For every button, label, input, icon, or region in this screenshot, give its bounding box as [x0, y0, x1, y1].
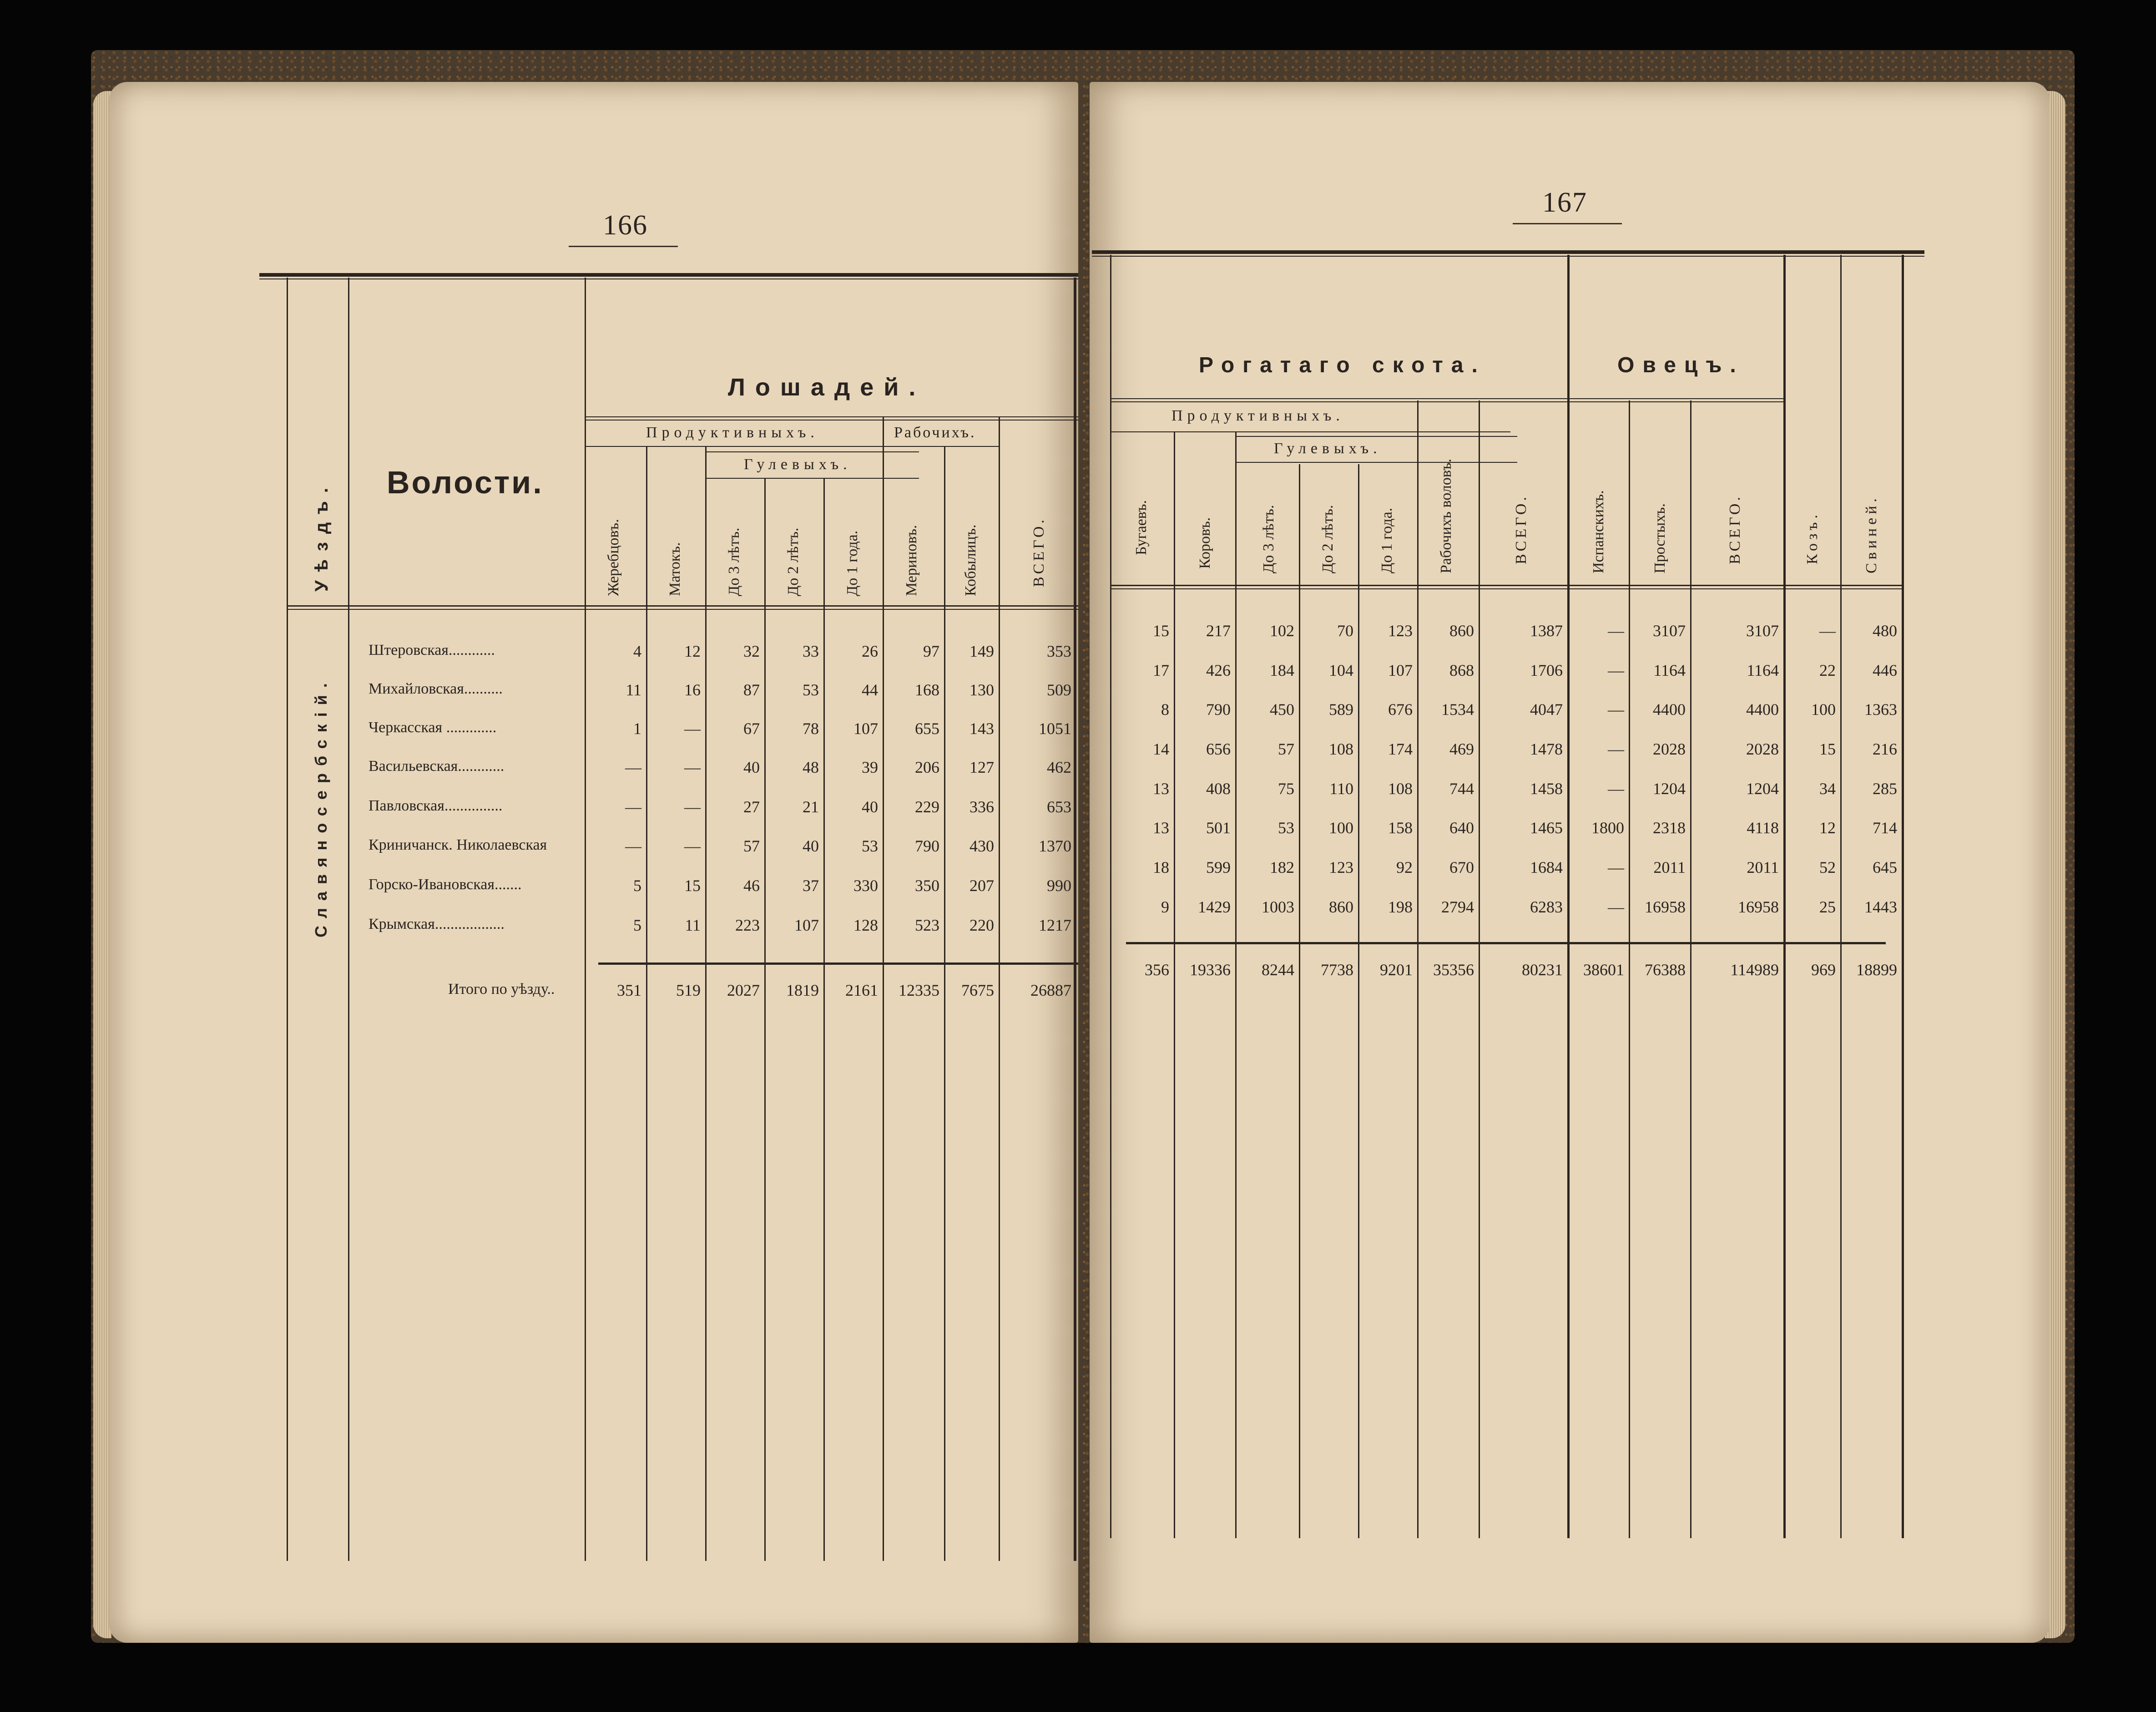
table-cell: 2028 — [1653, 740, 1686, 758]
cattle-header: Рогатаго скота. — [1199, 353, 1486, 377]
table-cell: 1706 — [1530, 661, 1563, 679]
table-cell: 5 — [633, 916, 641, 934]
productive-header: Продуктивныхъ. — [646, 424, 819, 441]
table-cell: 599 — [1206, 858, 1231, 876]
total-cell: 9201 — [1380, 961, 1413, 979]
total-cell: 114989 — [1730, 961, 1779, 979]
table-cell: 33 — [803, 642, 819, 660]
table-cell: — — [1608, 898, 1624, 916]
volost-name: Штеровская............ — [369, 642, 495, 658]
table-cell: 174 — [1388, 740, 1413, 758]
table-cell: — — [1608, 700, 1624, 719]
table-cell: 216 — [1873, 740, 1897, 758]
table-cell: 501 — [1206, 819, 1231, 837]
col-header-sheep-total: ВСЕГО. — [1727, 494, 1743, 564]
table-cell: 430 — [969, 837, 994, 855]
table-cell: 70 — [1337, 622, 1353, 640]
col-header-mares-work: Кобылицъ. — [962, 524, 979, 596]
col-header-pigs: Свиней. — [1863, 495, 1880, 573]
volosti-header: Волости. — [387, 465, 544, 500]
table-cell: 110 — [1329, 780, 1353, 798]
table-cell: 100 — [1811, 700, 1836, 719]
table-cell: 3107 — [1746, 622, 1779, 640]
col-header-to2: До 2 лѣтъ. — [1319, 505, 1336, 573]
table-cell: 1217 — [1039, 916, 1071, 934]
table-cell: 143 — [969, 719, 994, 738]
table-cell: 220 — [969, 916, 994, 934]
table-cell: 27 — [743, 798, 760, 816]
table-cell: 1363 — [1864, 700, 1897, 719]
table-cell: 670 — [1449, 858, 1474, 876]
table-cell: 158 — [1388, 819, 1413, 837]
table-cell: 123 — [1388, 622, 1413, 640]
table-cell: 57 — [1278, 740, 1294, 758]
table-cell: 6283 — [1530, 898, 1563, 916]
table-cell: 3107 — [1653, 622, 1686, 640]
table-cell: 11 — [626, 681, 641, 699]
table-cell: — — [625, 837, 641, 855]
total-cell: 519 — [676, 981, 701, 999]
table-cell: — — [684, 837, 701, 855]
table-cell: 130 — [969, 681, 994, 699]
table-cell: 1684 — [1530, 858, 1563, 876]
total-cell: 2027 — [727, 981, 760, 999]
table-cell: 46 — [743, 876, 760, 895]
table-cell: — — [1819, 622, 1836, 640]
table-cell: 656 — [1206, 740, 1231, 758]
table-cell: 206 — [915, 758, 939, 776]
table-cell: 1429 — [1198, 898, 1231, 916]
table-cell: 1051 — [1039, 719, 1071, 738]
table-cell: 182 — [1270, 858, 1294, 876]
col-header-to1: До 1 года. — [844, 530, 861, 596]
table-cell: 123 — [1329, 858, 1353, 876]
uezd-name: Славяносербскій. — [312, 676, 330, 937]
table-cell: 22 — [1819, 661, 1836, 679]
table-cell: 229 — [915, 798, 939, 816]
total-cell: 2161 — [845, 981, 878, 999]
table-cell: 108 — [1388, 780, 1413, 798]
col-header-cows: Коровъ. — [1197, 517, 1213, 569]
table-cell: 44 — [862, 681, 878, 699]
table-cell: 589 — [1329, 700, 1353, 719]
table-cell: 57 — [743, 837, 760, 855]
table-cell: 523 — [915, 916, 939, 934]
table-cell: 450 — [1270, 700, 1294, 719]
totals-rule — [1126, 942, 1886, 944]
table-cell: 350 — [915, 876, 939, 895]
total-cell: 356 — [1145, 961, 1169, 979]
right-page — [1090, 82, 2050, 1643]
table-cell: 40 — [743, 758, 760, 776]
col-header-mares: Матокъ. — [666, 542, 683, 596]
table-cell: 4400 — [1746, 700, 1779, 719]
table-cell: 2794 — [1441, 898, 1474, 916]
table-cell: 2011 — [1747, 858, 1779, 876]
col-header-oxen: Рабочихъ воловъ. — [1438, 458, 1454, 573]
table-cell: 336 — [969, 798, 994, 816]
table-cell: 353 — [1047, 642, 1071, 660]
table-cell: 40 — [862, 798, 878, 816]
table-cell: 48 — [803, 758, 819, 776]
gulevye-header: Гулевыхъ. — [1274, 440, 1382, 457]
table-cell: 645 — [1873, 858, 1897, 876]
table-cell: 1458 — [1530, 780, 1563, 798]
totals-rule — [598, 962, 1078, 965]
table-cell: 4118 — [1747, 819, 1779, 837]
table-cell: 198 — [1388, 898, 1413, 916]
table-cell: 17 — [1153, 661, 1169, 679]
table-cell: 1204 — [1746, 780, 1779, 798]
table-cell: 480 — [1873, 622, 1897, 640]
table-cell: — — [1608, 858, 1624, 876]
volost-name: Васильевская............ — [369, 758, 505, 775]
total-cell: 80231 — [1522, 961, 1563, 979]
total-cell: 19336 — [1190, 961, 1231, 979]
table-cell: 107 — [853, 719, 878, 738]
table-cell: 15 — [1819, 740, 1836, 758]
table-cell: 744 — [1449, 780, 1474, 798]
col-header-to3: До 3 лѣтъ. — [1260, 505, 1277, 573]
table-cell: — — [625, 798, 641, 816]
table-cell: 168 — [915, 681, 939, 699]
table-cell: 16958 — [1738, 898, 1779, 916]
table-cell: 446 — [1873, 661, 1897, 679]
table-cell: 640 — [1449, 819, 1474, 837]
table-cell: 207 — [969, 876, 994, 895]
table-cell: 128 — [853, 916, 878, 934]
table-cell: — — [684, 758, 701, 776]
table-cell: 2011 — [1653, 858, 1686, 876]
table-cell: 790 — [1206, 700, 1231, 719]
table-cell: — — [1608, 661, 1624, 679]
table-cell: 1534 — [1441, 700, 1474, 719]
col-header-to1: До 1 года. — [1378, 507, 1395, 573]
left-page — [109, 82, 1078, 1643]
table-cell: 78 — [803, 719, 819, 738]
page-number-rule — [1513, 223, 1622, 224]
col-header-spanish: Испанскихъ. — [1590, 490, 1607, 573]
table-cell: 5 — [633, 876, 641, 895]
table-cell: 34 — [1819, 780, 1836, 798]
table-top-rule — [259, 273, 1078, 277]
working-header: Рабочихъ. — [894, 424, 976, 441]
table-cell: 32 — [743, 642, 760, 660]
page-number-rule — [569, 246, 678, 247]
table-cell: 285 — [1873, 780, 1897, 798]
table-cell: 13 — [1153, 819, 1169, 837]
table-cell: 1003 — [1262, 898, 1294, 916]
table-cell: 1 — [633, 719, 641, 738]
table-cell: 13 — [1153, 780, 1169, 798]
volost-name: Крымская.................. — [369, 916, 505, 932]
right-page-number: 167 — [1542, 187, 1587, 218]
table-cell: 990 — [1047, 876, 1071, 895]
col-header-total: ВСЕГО. — [1030, 517, 1047, 587]
table-cell: 655 — [915, 719, 939, 738]
table-cell: 102 — [1270, 622, 1294, 640]
total-label: Итого по уѣзду.. — [448, 981, 555, 998]
volost-name: Павловская............... — [369, 797, 503, 814]
table-cell: 653 — [1047, 798, 1071, 816]
table-cell: 18 — [1153, 858, 1169, 876]
volost-name: Горско-Ивановская....... — [369, 876, 522, 893]
table-cell: 676 — [1388, 700, 1413, 719]
left-page-number: 166 — [603, 210, 648, 241]
header-bottom-rule — [287, 605, 1078, 607]
table-cell: 9 — [1161, 898, 1169, 916]
table-cell: 149 — [969, 642, 994, 660]
table-cell: 1387 — [1530, 622, 1563, 640]
total-cell: 38601 — [1583, 961, 1624, 979]
total-cell: 35356 — [1433, 961, 1474, 979]
col-header-to2: До 2 лѣтъ. — [785, 527, 802, 596]
table-cell: 223 — [735, 916, 760, 934]
table-cell: 87 — [743, 681, 760, 699]
table-cell: 52 — [1819, 858, 1836, 876]
table-cell: 16958 — [1645, 898, 1686, 916]
table-cell: 15 — [1153, 622, 1169, 640]
table-cell: 4 — [633, 642, 641, 660]
total-cell: 351 — [617, 981, 641, 999]
table-cell: 100 — [1329, 819, 1353, 837]
table-cell: 860 — [1329, 898, 1353, 916]
table-cell: — — [1608, 740, 1624, 758]
sheep-header: Овецъ. — [1617, 353, 1744, 377]
table-cell: 4047 — [1530, 700, 1563, 719]
table-cell: 868 — [1449, 661, 1474, 679]
table-cell: 25 — [1819, 898, 1836, 916]
table-cell: 75 — [1278, 780, 1294, 798]
total-cell: 7738 — [1321, 961, 1353, 979]
gulevye-header: Гулевыхъ. — [744, 456, 852, 473]
table-cell: 217 — [1206, 622, 1231, 640]
table-cell: 108 — [1329, 740, 1353, 758]
uezd-header: Уѣздъ. — [312, 479, 332, 592]
table-cell: 104 — [1329, 661, 1353, 679]
table-cell: 509 — [1047, 681, 1071, 699]
table-cell: — — [625, 758, 641, 776]
table-cell: 21 — [803, 798, 819, 816]
volost-name: Черкасская ............. — [369, 719, 497, 736]
table-cell: 1465 — [1530, 819, 1563, 837]
table-cell: 790 — [915, 837, 939, 855]
table-cell: 53 — [1278, 819, 1294, 837]
volost-name: Криничанск. Николаевская — [369, 836, 547, 853]
table-cell: 426 — [1206, 661, 1231, 679]
table-cell: 40 — [803, 837, 819, 855]
table-cell: 12 — [684, 642, 701, 660]
table-cell: 107 — [794, 916, 819, 934]
table-cell: 15 — [684, 876, 701, 895]
table-cell: 2318 — [1653, 819, 1686, 837]
total-cell: 26887 — [1030, 981, 1071, 999]
table-cell: 53 — [803, 681, 819, 699]
table-cell: 184 — [1270, 661, 1294, 679]
col-header-bulls: Бугаевъ. — [1133, 500, 1150, 555]
table-cell: 53 — [862, 837, 878, 855]
col-header-cattle-total: ВСЕГО. — [1513, 494, 1530, 564]
productive-header: Продуктивныхъ. — [1171, 407, 1344, 424]
volost-name: Михайловская.......... — [369, 680, 503, 697]
table-cell: 714 — [1873, 819, 1897, 837]
table-cell: — — [684, 719, 701, 738]
table-cell: 462 — [1047, 758, 1071, 776]
table-cell: 26 — [862, 642, 878, 660]
col-header-to3: До 3 лѣтъ. — [726, 527, 742, 596]
table-cell: 1478 — [1530, 740, 1563, 758]
table-cell: 469 — [1449, 740, 1474, 758]
table-cell: 1370 — [1039, 837, 1071, 855]
table-cell: 1164 — [1747, 661, 1779, 679]
table-cell: 2028 — [1746, 740, 1779, 758]
total-cell: 76388 — [1645, 961, 1686, 979]
total-cell: 7675 — [961, 981, 994, 999]
table-cell: 92 — [1396, 858, 1413, 876]
total-cell: 8244 — [1262, 961, 1294, 979]
table-cell: 37 — [803, 876, 819, 895]
table-cell: 1204 — [1653, 780, 1686, 798]
table-cell: 1164 — [1653, 661, 1686, 679]
table-cell: 39 — [862, 758, 878, 776]
table-cell: 8 — [1161, 700, 1169, 719]
table-cell: 1800 — [1591, 819, 1624, 837]
total-cell: 969 — [1811, 961, 1836, 979]
page-edges-left — [93, 91, 111, 1638]
table-cell: — — [1608, 780, 1624, 798]
table-cell: 97 — [923, 642, 939, 660]
table-cell: 12 — [1819, 819, 1836, 837]
horses-header: Лошадей. — [728, 374, 926, 401]
table-cell: 127 — [969, 758, 994, 776]
total-cell: 18899 — [1856, 961, 1897, 979]
col-header-simple: Простыхъ. — [1651, 503, 1668, 573]
col-header-stallions: Жеребцовъ. — [605, 519, 622, 596]
table-top-rule — [1092, 250, 1924, 254]
table-cell: 4400 — [1653, 700, 1686, 719]
table-cell: — — [1608, 622, 1624, 640]
table-cell: 408 — [1206, 780, 1231, 798]
table-cell: 11 — [685, 916, 701, 934]
table-cell: 1443 — [1864, 898, 1897, 916]
header-bottom-rule — [1110, 585, 1902, 586]
table-cell: 16 — [684, 681, 701, 699]
table-cell: 107 — [1388, 661, 1413, 679]
table-cell: 14 — [1153, 740, 1169, 758]
table-cell: 860 — [1449, 622, 1474, 640]
col-header-goats: Козъ. — [1804, 511, 1821, 564]
total-cell: 1819 — [786, 981, 819, 999]
col-header-geldings: Мериновъ. — [903, 525, 920, 596]
table-cell: 330 — [853, 876, 878, 895]
table-cell: — — [684, 798, 701, 816]
table-cell: 67 — [743, 719, 760, 738]
total-cell: 12335 — [899, 981, 939, 999]
